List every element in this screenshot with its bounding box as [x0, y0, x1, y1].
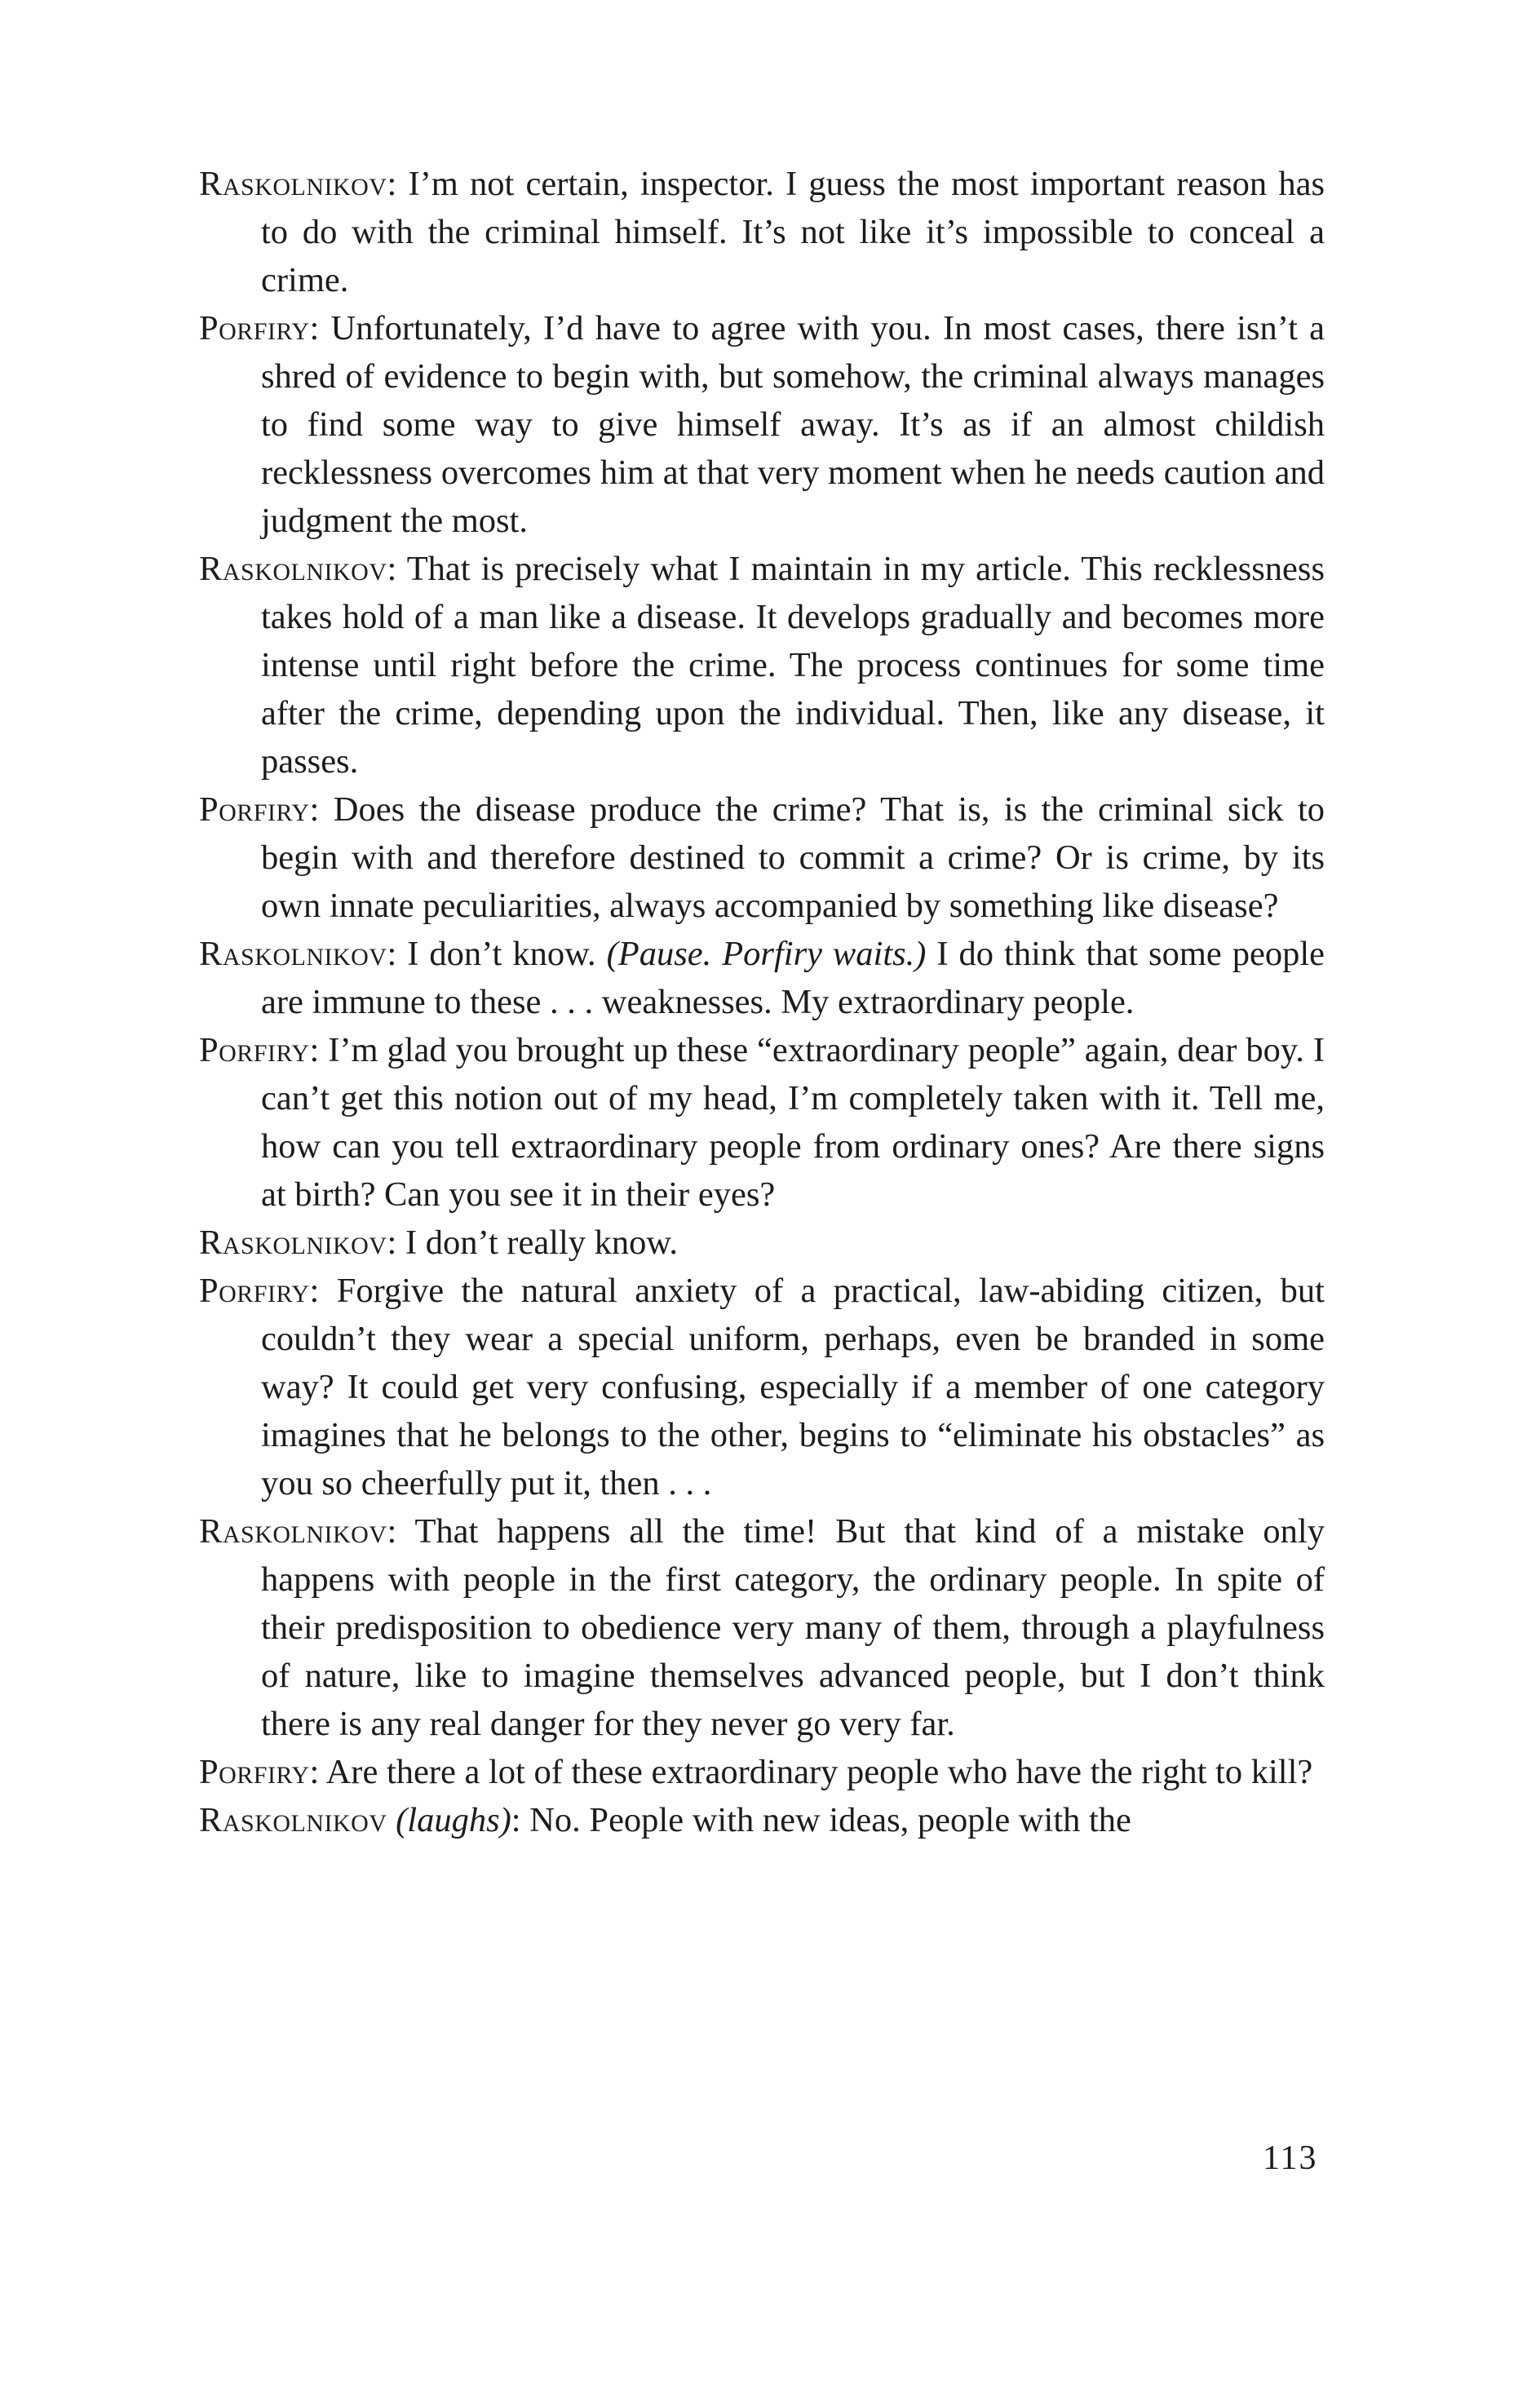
speaker-name: Porfiry [199, 1272, 310, 1310]
speech-text: Unfortunately, I’d have to agree with you. In most cases, there isn’t a shred of evidence to begin with, but somehow, the criminal always manages to find some way to give himself away. It’s as if an almost childish recklessness overcomes him at that very moment when he needs caution and judgment the most. [261, 309, 1325, 540]
script-page [199, 160, 1325, 1844]
page-number: 113 [1263, 2140, 1318, 2177]
speech-text: That happens all the time! But that kind of a mistake only happens with people in the first category, the ordinary people. In spite of their predisposition to obedience very many of them, through a playfulness of nature, like to imagine themselves advanced people, but I don’t think there is any real danger for they never go very far. [261, 1512, 1325, 1743]
speech-text: I’m glad you brought up these “extraordinary people” again, dear boy. I can’t get this notion out of my head, I’m completely taken with it. Tell me, how can you tell extraordinary people from ordinary ones? Are there signs at birth? Can you see it in their eyes? [261, 1031, 1325, 1214]
speech-text: No. People with new ideas, people with the [529, 1801, 1131, 1839]
speaker-name: Raskolnikov [199, 1801, 387, 1839]
dialogue-line: Raskolnikov: I don’t know. (Pause. Porfiry waits.) I do think that some people are immune to these . . . weaknesses. My extraordinary people. [199, 935, 1325, 1021]
speech-text: Are there a lot of these extraordinary people who have the right to kill? [325, 1753, 1313, 1791]
speech-text: I don’t know. [407, 935, 607, 973]
speaker-name: Raskolnikov [199, 1224, 387, 1262]
dialogue-line: Raskolnikov: That is precisely what I maintain in my article. This recklessness takes hold of a man like a disease. It develops gradually and becomes more intense until right before the crime. The process continues for some time after the crime, depending upon the individual. Then, like any disease, it passes. [199, 550, 1325, 781]
speaker-name: Porfiry [199, 1753, 310, 1791]
speech-text: I’m not certain, inspector. I guess the most important reason has to do with the criminal himself. It’s not like it’s impossible to conceal a crime. [261, 165, 1325, 299]
dialogue-line: Raskolnikov: That happens all the time! But that kind of a mistake only happens with people in the first category, the ordinary people. In spite of their predisposition to obedience very many of them, through a playfulness of nature, like to imagine themselves advanced people, but I don’t think there is any real danger for they never go very far. [199, 1512, 1325, 1743]
speaker-name: Porfiry [199, 790, 310, 829]
speech-text: I don’t really know. [405, 1224, 678, 1262]
dialogue-line: Porfiry: Forgive the natural anxiety of a practical, law-abiding citizen, but couldn’t they wear a special uniform, perhaps, even be branded in some way? It could get very confusing, especially if a member of one category imagines that he belongs to the other, begins to “eliminate his obstacles” as you so cheerfully put it, then . . . [199, 1272, 1325, 1502]
dialogue-line: Porfiry: I’m glad you brought up these “extraordinary people” again, dear boy. I can’t get this notion out of my head, I’m completely taken with it. Tell me, how can you tell extraordinary people from ordinary ones? Are there signs at birth? Can you see it in their eyes? [199, 1031, 1325, 1214]
dialogue-line: Raskolnikov: I’m not certain, inspector. I guess the most important reason has to do with the criminal himself. It’s not like it’s impossible to conceal a crime. [199, 165, 1325, 299]
stage-direction: (Pause. Porfiry waits.) [606, 935, 927, 973]
speech-text: Does the disease produce the crime? That is, is the criminal sick to begin with and therefore destined to commit a crime? Or is crime, by its own innate peculiarities, always accompanied by something like disease? [261, 790, 1325, 925]
dialogue-line: Porfiry: Are there a lot of these extraordinary people who have the right to kill? [199, 1753, 1313, 1791]
speech-text: That is precisely what I maintain in my article. This recklessness takes hold of a man like a disease. It develops gradually and becomes more intense until right before the crime. The process continues for some time after the crime, depending upon the individual. Then, like any disease, it passes. [261, 550, 1325, 781]
dialogue-line: Raskolnikov (laughs): No. People with new ideas, people with the [199, 1801, 1131, 1839]
speaker-name: Raskolnikov [199, 550, 387, 588]
speech-text: I do think that some people are immune to these . . . weaknesses. My extraordinary people. [261, 935, 1325, 1021]
speaker-name: Porfiry [199, 1031, 310, 1069]
speaker-name: Raskolnikov [199, 1512, 387, 1551]
dialogue-line: Raskolnikov: I don’t really know. [199, 1224, 678, 1262]
speaker-name: Porfiry [199, 309, 310, 347]
stage-direction: (laughs) [396, 1801, 511, 1839]
speech-text: Forgive the natural anxiety of a practical, law-abiding citizen, but couldn’t they wear a special uniform, perhaps, even be branded in some way? It could get very confusing, especially if a member of one category imagines that he belongs to the other, begins to “eliminate his obstacles” as you so cheerfully put it, then . . . [261, 1272, 1325, 1502]
dialogue-line: Porfiry: Unfortunately, I’d have to agree with you. In most cases, there isn’t a shred of evidence to begin with, but somehow, the criminal always manages to find some way to give himself away. It’s as if an almost childish recklessness overcomes him at that very moment when he needs caution and judgment the most. [199, 309, 1325, 540]
dialogue-line: Porfiry: Does the disease produce the crime? That is, is the criminal sick to begin with and therefore destined to commit a crime? Or is crime, by its own innate peculiarities, always accompanied by something like disease? [199, 790, 1325, 925]
speaker-name: Raskolnikov [199, 935, 387, 973]
speaker-name: Raskolnikov [199, 165, 387, 203]
